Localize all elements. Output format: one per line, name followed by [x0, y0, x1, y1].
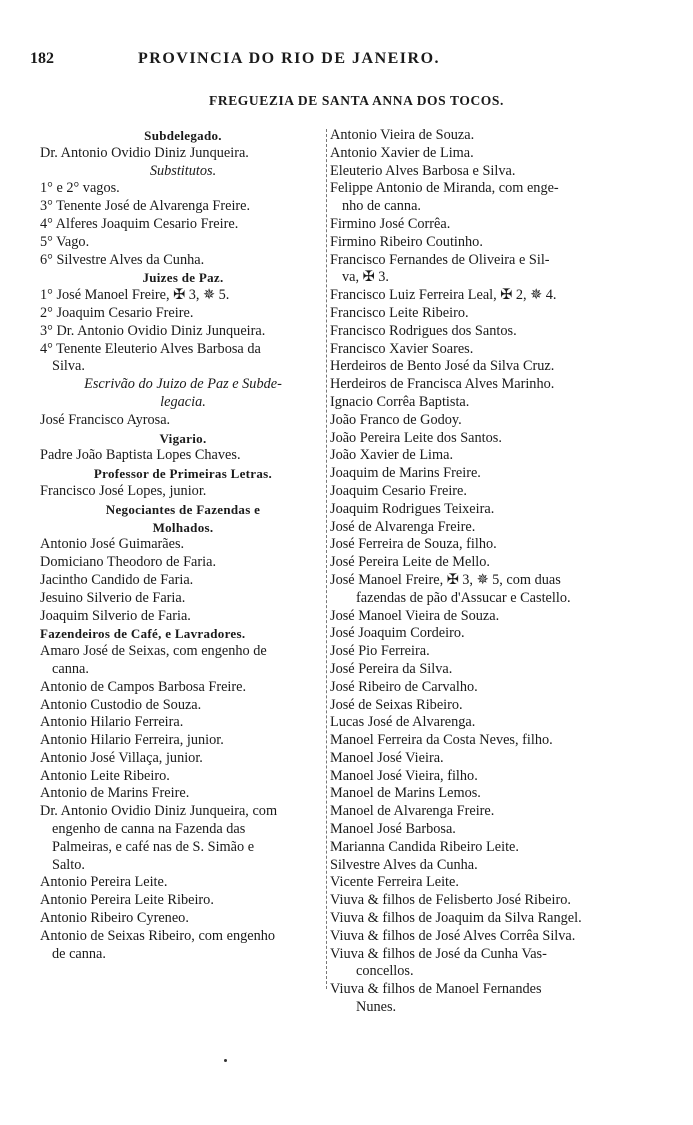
left-column	[40, 127, 326, 963]
directory-entry: Herdeiros de Bento José da Silva Cruz.	[330, 358, 555, 375]
entry-continuation: Salto.	[52, 856, 85, 873]
directory-entry: Manoel Ferreira da Costa Neves, filho.	[330, 732, 553, 749]
entry-continuation: Palmeiras, e café nas de S. Simão e	[52, 838, 255, 855]
directory-entry: José Ribeiro de Carvalho.	[330, 678, 478, 695]
directory-entry: Manoel José Vieira.	[330, 749, 444, 766]
directory-entry: Antonio Vieira de Souza.	[330, 127, 475, 143]
directory-entry: Joaquim Rodrigues Teixeira.	[330, 500, 495, 517]
directory-entry: 1° e 2° vagos.	[40, 180, 120, 197]
directory-entry: Manoel José Barbosa.	[330, 821, 456, 838]
entry-continuation: nho de canna.	[342, 198, 421, 215]
directory-entry: Viuva & filhos de Joaquim da Silva Rangel.	[330, 910, 582, 927]
directory-entry: Antonio de Seixas Ribeiro, com engenho	[40, 927, 276, 944]
directory-entry: Marianna Candida Ribeiro Leite.	[330, 838, 519, 855]
directory-entry: Joaquim de Marins Freire.	[330, 465, 481, 482]
directory-entry: José Pereira da Silva.	[330, 660, 453, 677]
entry-continuation: Silva.	[52, 358, 85, 375]
entry-continuation: va, ✠ 3.	[342, 269, 389, 286]
parish-title: FREGUEZIA DE SANTA ANNA DOS TOCOS.	[209, 93, 504, 108]
section-heading: Negociantes de Fazendas e	[105, 501, 261, 517]
directory-entry: José Manoel Freire, ✠ 3, ✵ 5, com duas	[330, 571, 561, 588]
directory-entry: 4° Alferes Joaquim Cesario Freire.	[40, 215, 239, 232]
directory-entry: Antonio José Villaça, junior.	[40, 749, 203, 766]
directory-entry: Francisco Leite Ribeiro.	[330, 304, 469, 321]
section-heading: Molhados.	[152, 519, 214, 535]
directory-entry: Felippe Antonio de Miranda, com enge-	[330, 180, 559, 197]
directory-entry: Firmino Ribeiro Coutinho.	[330, 233, 483, 250]
stray-dot	[224, 1059, 227, 1062]
section-heading: Professor de Primeiras Letras.	[93, 466, 273, 482]
section-heading: Fazendeiros de Café, e Lavradores.	[40, 626, 246, 642]
directory-entry: José de Alvarenga Freire.	[330, 518, 476, 535]
directory-entry: Silvestre Alves da Cunha.	[330, 856, 478, 873]
directory-entry: 3° Dr. Antonio Ovidio Diniz Junqueira.	[40, 322, 266, 339]
section-subheading: Substitutos.	[149, 162, 217, 179]
directory-entry: Antonio Custodio de Souza.	[40, 696, 202, 713]
directory-entry: Jesuino Silverio de Faria.	[40, 589, 186, 606]
entry-continuation: canna.	[52, 660, 89, 677]
directory-entry: Domiciano Theodoro de Faria.	[40, 554, 217, 571]
directory-entry: João Pereira Leite dos Santos.	[330, 429, 502, 446]
directory-entry: Antonio Hilario Ferreira, junior.	[40, 732, 224, 749]
directory-entry: Antonio Pereira Leite Ribeiro.	[40, 892, 214, 909]
directory-entry: Dr. Antonio Ovidio Diniz Junqueira.	[40, 144, 249, 161]
directory-entry: José Manoel Vieira de Souza.	[330, 607, 500, 624]
directory-entry: José Francisco Ayrosa.	[40, 411, 171, 428]
entry-continuation: fazendas de pão d'Assucar e Castello.	[356, 589, 571, 606]
directory-entry: Jacintho Candido de Faria.	[40, 571, 194, 588]
directory-entry: Viuva & filhos de José Alves Corrêa Silva.	[330, 927, 576, 944]
directory-entry: Manoel José Vieira, filho.	[330, 767, 478, 784]
section-heading: Juizes de Paz.	[142, 270, 224, 286]
directory-entry: Viuva & filhos de José da Cunha Vas-	[330, 945, 547, 962]
directory-entry: 4° Tenente Eleuterio Alves Barbosa da	[40, 340, 261, 357]
directory-entry: Joaquim Silverio de Faria.	[40, 607, 191, 624]
directory-entry: Manoel de Marins Lemos.	[330, 785, 481, 802]
directory-entry: Manoel de Alvarenga Freire.	[330, 803, 495, 820]
directory-entry: João Franco de Godoy.	[330, 411, 462, 428]
directory-entry: Amaro José de Seixas, com engenho de	[40, 643, 267, 660]
directory-entry: Firmino José Corrêa.	[330, 215, 451, 232]
directory-entry: 1° José Manoel Freire, ✠ 3, ✵ 5.	[40, 287, 230, 304]
directory-entry: Antonio Hilario Ferreira.	[40, 714, 184, 731]
directory-entry: Vicente Ferreira Leite.	[330, 874, 459, 891]
directory-entry: 2° Joaquim Cesario Freire.	[40, 304, 194, 321]
directory-entry: Lucas José de Alvarenga.	[330, 714, 476, 731]
directory-entry: João Xavier de Lima.	[330, 447, 454, 464]
section-subheading: Escrivão do Juizo de Paz e Subde-	[84, 376, 282, 393]
section-heading: Subdelegado.	[144, 128, 222, 143]
directory-entry: Eleuterio Alves Barbosa e Silva.	[330, 162, 516, 179]
directory-entry: José Pereira Leite de Mello.	[330, 554, 490, 571]
entry-continuation: de canna.	[52, 945, 106, 962]
directory-entry: José Pio Ferreira.	[330, 643, 430, 660]
section-heading: Vigario.	[159, 430, 207, 446]
directory-entry: 5° Vago.	[40, 233, 90, 250]
directory-entry: Antonio Pereira Leite.	[40, 874, 168, 891]
section-subheading: legacia.	[160, 393, 206, 410]
directory-entry: Francisco Luiz Ferreira Leal, ✠ 2, ✵ 4.	[330, 287, 557, 304]
directory-entry: 3° Tenente José de Alvarenga Freire.	[40, 198, 251, 215]
directory-entry: Viuva & filhos de Felisberto José Ribeiro.	[330, 892, 571, 909]
right-column	[330, 127, 622, 1017]
directory-entry: Ignacio Corrêa Baptista.	[330, 393, 470, 410]
directory-entry: Antonio Xavier de Lima.	[330, 144, 474, 161]
directory-entry: Antonio de Marins Freire.	[40, 785, 190, 802]
page-number: 182	[30, 50, 54, 67]
directory-entry: José de Seixas Ribeiro.	[330, 696, 463, 713]
directory-entry: Antonio José Guimarães.	[40, 536, 185, 553]
directory-entry: Francisco José Lopes, junior.	[40, 482, 207, 499]
directory-entry: Dr. Antonio Ovidio Diniz Junqueira, com	[40, 803, 278, 820]
directory-entry: Padre João Baptista Lopes Chaves.	[40, 447, 241, 464]
directory-entry: Antonio Leite Ribeiro.	[40, 767, 170, 784]
directory-entry: José Ferreira de Souza, filho.	[330, 536, 497, 553]
directory-entry: Joaquim Cesario Freire.	[330, 482, 467, 499]
entry-continuation: engenho de canna na Fazenda das	[52, 821, 246, 838]
entry-continuation: Nunes.	[356, 999, 397, 1016]
column-divider	[326, 129, 327, 989]
running-head: PROVINCIA DO RIO DE JANEIRO.	[138, 50, 441, 67]
directory-entry: Antonio de Campos Barbosa Freire.	[40, 678, 247, 695]
directory-entry: Francisco Xavier Soares.	[330, 340, 474, 357]
directory-entry: Francisco Rodrigues dos Santos.	[330, 322, 517, 339]
directory-entry: Francisco Fernandes de Oliveira e Sil-	[330, 251, 550, 268]
directory-entry: Antonio Ribeiro Cyreneo.	[40, 910, 189, 927]
directory-entry: José Joaquim Cordeiro.	[330, 625, 465, 642]
directory-entry: 6° Silvestre Alves da Cunha.	[40, 251, 205, 268]
directory-entry: Viuva & filhos de Manoel Fernandes	[330, 981, 542, 998]
entry-continuation: concellos.	[356, 963, 414, 980]
directory-entry: Herdeiros de Francisca Alves Marinho.	[330, 376, 555, 393]
